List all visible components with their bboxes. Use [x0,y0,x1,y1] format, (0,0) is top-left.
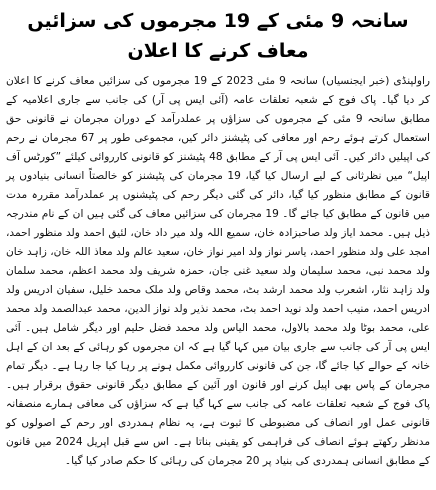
article-body: راولپنڈی (خبر ایجنسیاں) سانحہ 9 مئی 2023 کے 19 مجرموں کی سزائیں معاف کرنے کا اعلان کر دیا گیا۔ پاک فوج کے شعبہ تعلقات عامہ (آئی ایس پی آر) کی جانب سے جاری اعلامیہ کے مطابق سانحہ 9 مئی کے مجرموں کی سزاؤں پر عملدرآمد کے دوران مجرمان نے قانونی حق استعمال کرتے ہوئے رحم اور معافی کی پٹیشنز دائر کیں، مجموعی طور پر 67 مجرمان نے رحم کی اپیلیں دائر کیں۔ آئی ایس پی آر کے مطابق 48 پٹیشنز کو قانونی کارروائی کیلئے ”کورٹس آف اپیل“ میں نظرثانی کے لیے ارسال کیا گیا، 19 مجرمان کی پٹیشنز کو خالصتاً انسانی بنیادوں پر قانون کے مطابق منظور کیا گیا، دائر کی گئی دیگر رحم کی پٹیشنوں پر عملدرآمد مقررہ مدت میں قانون کے مطابق کیا جائے گا۔ 19 مجرمان کی سزائیں معاف کی گئی ہیں ان کے نام مندرجہ ذیل ہیں۔ محمد ایاز ولد صاحبزادہ خان، سمیع اللہ ولد میر داد خان، لئیق احمد ولد منظور احمد، امجد علی ولد منظور احمد، یاسر نواز ولد امیر نواز خان، سعید عالم ولد معاذ اللہ خان، زاہد خان ولد محمد نبی، محمد سلیمان ولد سعید غنی جان، حمزہ شریف ولد محمد اعظم، محمد سلمان ولد زاہد نثار، اشعرب ولد محمد ارشد بٹ، محمد وقاص ولد ملک محمد خلیل، سفیان ادریس ولد ادریس احمد، منیب احمد ولد نوید احمد بٹ، محمد نذیر ولد نواز الدین، محمد عبدالصمد ولد محمد علی، محمد بوٹا ولد محمد بالاول، محمد الیاس ولد محمد فضل حلیم اور دیگر شامل ہیں۔ آئی ایس پی آر کی جانب سے جاری بیان میں کہا گیا ہے کہ ان مجرموں کو رہائی کے بعد ان کے اہل خانہ کے حوالے کیا جائے گا، جن کی قانونی کارروائی مکمل ہونے پر رہا کیا جا رہا ہے۔ دیگر تمام مجرمان کے پاس بھی اپیل کرنے اور قانون اور آئین کے مطابق دیگر قانونی حقوق برقرار ہیں۔ پاک فوج کے شعبہ تعلقات عامہ کی جانب سے کہا گیا ہے کہ سزاؤں کی معافی ہمارے منصفانہ قانونی عمل اور انصاف کی مضبوطی کا ثبوت ہے، یہ نظام ہمدردی اور رحم کے اصولوں کو مدنظر رکھتے ہوئے انصاف کی فراہمی کو یقینی بناتا ہے۔ اس سے قبل اپریل 2024 میں قانون کے مطابق انسانی ہمدردی کی بنیاد پر 20 مجرمان کی رہائی کا حکم صادر کیا گیا۔ [6,75,431,467]
article-headline: سانحہ 9 مئی کے 19 مجرموں کی سزائیں معاف کرنے کا اعلان [27,10,409,62]
